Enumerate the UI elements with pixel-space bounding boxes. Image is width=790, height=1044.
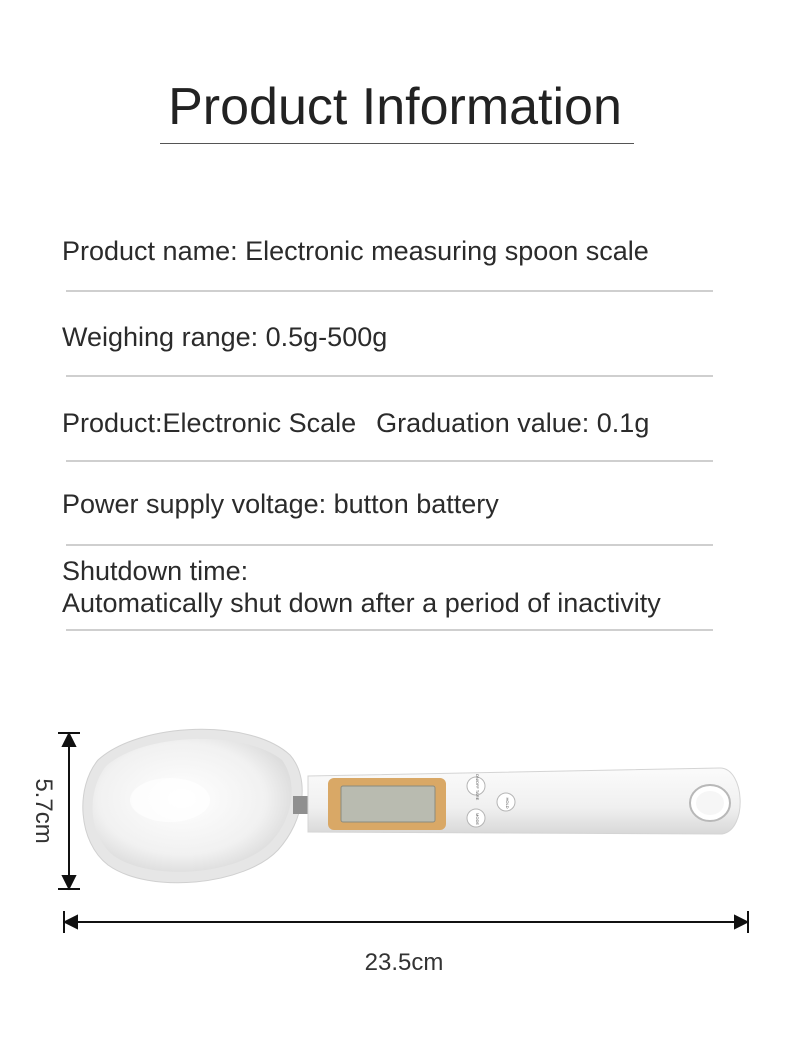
on-off-tare-label: ON/OFF TARE: [475, 773, 480, 801]
spec-weighing-range: Weighing range: 0.5g-500g: [62, 322, 388, 352]
height-dimension-label: 5.7cm: [30, 778, 57, 844]
spec-product-name: Product name: Electronic measuring spoon scale: [62, 236, 649, 266]
divider: [66, 629, 713, 631]
height-dimension-arrow: [58, 733, 80, 889]
spoon-scale-illustration: [0, 700, 790, 1020]
divider: [66, 375, 713, 377]
mode-button[interactable]: [467, 809, 485, 827]
mode-label: MODE: [475, 813, 480, 825]
spec-product-graduation-row: [62, 407, 649, 440]
spec-shutdown-label: Shutdown time:: [62, 556, 249, 586]
spec-product-type: Product:Electronic Scale: [62, 408, 357, 438]
spec-shutdown-value: Automatically shut down after a period of inactivity: [62, 588, 661, 618]
page-title: Product Information: [168, 78, 622, 136]
lcd-display: [328, 778, 446, 830]
spec-power-supply: Power supply voltage: button battery: [62, 489, 499, 519]
hold-button[interactable]: [497, 793, 515, 811]
spec-graduation: Graduation value: 0.1g: [376, 408, 650, 438]
product-figure: [0, 700, 790, 1020]
length-dimension-arrow: [64, 911, 748, 933]
title-underline: [160, 143, 634, 144]
divider: [66, 544, 713, 546]
spoon-bowl: [83, 729, 302, 882]
length-dimension-label: 23.5cm: [364, 949, 444, 976]
divider: [66, 460, 713, 462]
hold-label: HOLD: [505, 797, 510, 809]
divider: [66, 290, 713, 292]
